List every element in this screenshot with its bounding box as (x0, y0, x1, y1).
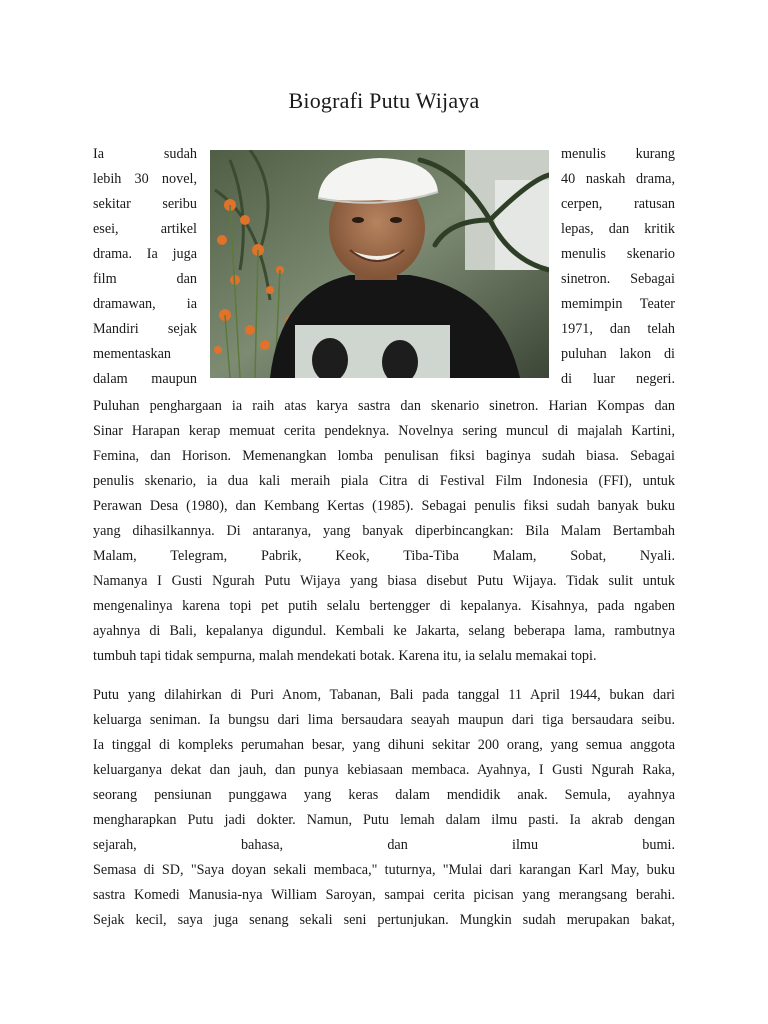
wrapped-right-line: cerpen, ratusan (561, 196, 675, 212)
wrapped-right-line: sinetron. Sebagai (561, 271, 675, 287)
wrapped-right-line: menulis skenario (561, 246, 675, 262)
paragraph-line: Ia tinggal di kompleks perumahan besar, yang dihuni sekitar 200 orang, yang semua anggota (93, 737, 675, 753)
wrapped-right-line: memimpin Teater (561, 296, 675, 312)
wrapped-left-line: film dan (93, 271, 197, 287)
wrapped-right-line: menulis kurang (561, 146, 675, 162)
paragraph-line: yang dihasilkannya. Di antaranya, yang banyak diperbincangkan: Bila Malam Bertambah (93, 523, 675, 539)
paragraph-line: keluarganya dekat dan jauh, dan punya kebiasaan membaca. Ayahnya, I Gusti Ngurah Raka, (93, 762, 675, 778)
wrapped-left-line: drama. Ia juga (93, 246, 197, 262)
paragraph-line: tumbuh tapi tidak sempurna, malah mendekati botak. Karena itu, ia selalu memakai topi. (93, 648, 597, 664)
paragraph-line: Femina, dan Horison. Memenangkan lomba penulisan fiksi baginya sudah biasa. Sebagai (93, 448, 675, 464)
paragraph-line: Semasa di SD, "Saya doyan sekali membaca," tuturnya, "Mulai dari karangan Karl May, buku (93, 862, 675, 878)
paragraph-line: sejarah, bahasa, dan ilmu bumi. (93, 837, 675, 853)
paragraph-line: Sinar Harapan kerap memuat cerita pendeknya. Novelnya sering muncul di majalah Kartini, (93, 423, 675, 439)
wrapped-left-line: sekitar seribu (93, 196, 197, 212)
wrapped-right-line: di luar negeri. (561, 371, 675, 387)
paragraph-line: Putu yang dilahirkan di Puri Anom, Tabanan, Bali pada tanggal 11 April 1944, bukan dari (93, 687, 675, 703)
wrapped-left-line: Mandiri sejak (93, 321, 197, 337)
wrapped-left-line: dalam maupun (93, 371, 197, 387)
wrapped-left-line: Ia sudah (93, 146, 197, 162)
paragraph-line: sastra Komedi Manusia-nya William Saroyan, sampai cerita picisan yang merangsang berahi. (93, 887, 675, 903)
wrapped-left-line: mementaskan (93, 346, 172, 362)
wrapped-left-line: esei, artikel (93, 221, 197, 237)
document-title: Biografi Putu Wijaya (288, 88, 480, 113)
paragraph-line: Namanya I Gusti Ngurah Putu Wijaya yang biasa disebut Putu Wijaya. Tidak sulit untuk (93, 573, 675, 589)
paragraph-line: Puluhan penghargaan ia raih atas karya sastra dan skenario sinetron. Harian Kompas dan (93, 398, 675, 414)
paragraph-line: penulis skenario, ia dua kali meraih piala Citra di Festival Film Indonesia (FFI), untuk (93, 473, 675, 489)
paragraph-line: ayahnya di Bali, kepalanya digundul. Kembali ke Jakarta, selang beberapa lama, rambutnya (93, 623, 675, 639)
paragraph-line: Perawan Desa (1980), dan Kembang Kertas (1985). Sebagai penulis fiksi sudah banyak buku (93, 498, 675, 514)
wrapped-left-line: dramawan, ia (93, 296, 197, 312)
paragraph-line: Sejak kecil, saya juga senang sekali seni pertunjukan. Mungkin sudah merupakan bakat, (93, 912, 675, 928)
paragraph-line: mengharapkan Putu jadi dokter. Namun, Putu lemah dalam ilmu pasti. Ia akrab dengan (93, 812, 675, 828)
wrapped-right-line: lepas, dan kritik (561, 221, 675, 237)
author-portrait-photo (210, 150, 549, 378)
paragraph-line: keluarga seniman. Ia bungsu dari lima bersaudara seayah maupun dari tiga bersaudara seibu. (93, 712, 675, 728)
wrapped-right-line: 1971, dan telah (561, 321, 675, 337)
wrapped-right-line: 40 naskah drama, (561, 171, 675, 187)
paragraph-line: mengenalinya karena topi pet putih selalu bertengger di kepalanya. Kisahnya, pada ngaben (93, 598, 675, 614)
paragraph-line: Malam, Telegram, Pabrik, Keok, Tiba-Tiba Malam, Sobat, Nyali. (93, 548, 675, 564)
wrapped-left-line: lebih 30 novel, (93, 171, 197, 187)
wrapped-right-line: puluhan lakon di (561, 346, 675, 362)
paragraph-line: seorang pensiunan punggawa yang keras dalam mendidik anak. Semula, ayahnya (93, 787, 675, 803)
